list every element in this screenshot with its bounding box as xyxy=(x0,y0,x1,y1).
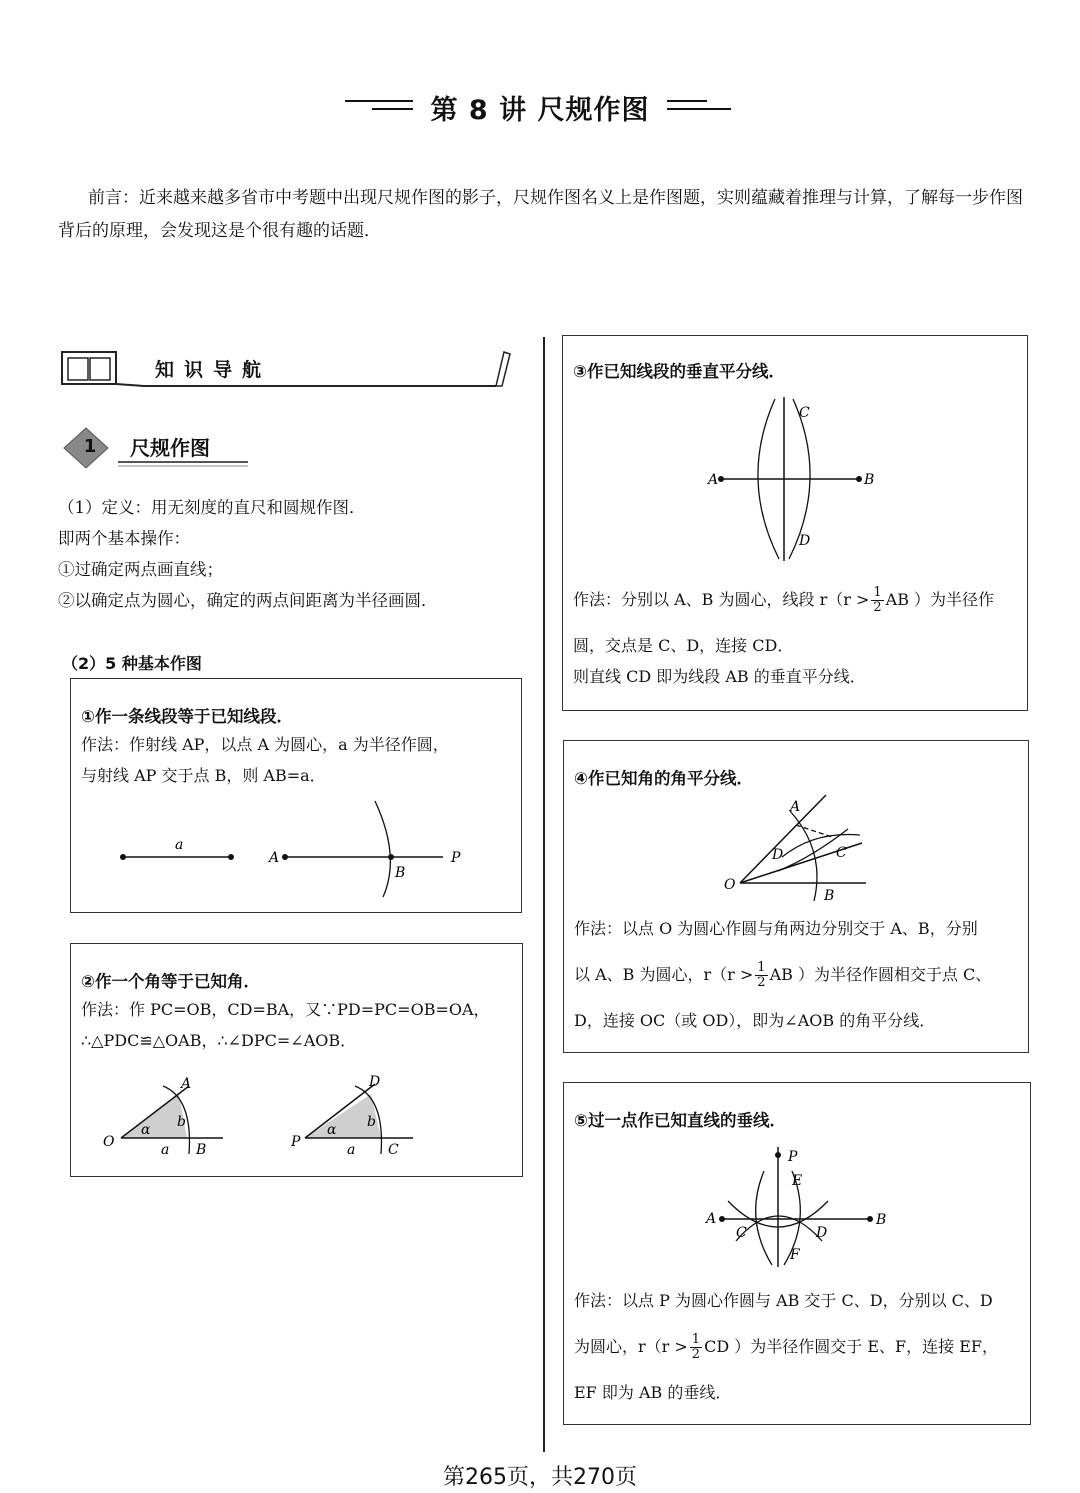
construction-box-3 xyxy=(562,335,1028,711)
box2-heading: ②作一个角等于已知角． xyxy=(81,972,260,991)
label-O: O xyxy=(724,877,736,893)
box5-heading: ⑤过一点作已知直线的垂线． xyxy=(574,1111,786,1130)
box4-method-line2-post: AB ）为半径作圆相交于点 C、 xyxy=(769,965,992,984)
pencil-icon xyxy=(495,350,509,386)
construction-box-4 xyxy=(563,740,1029,1053)
label-A: A xyxy=(269,850,280,866)
box4-method-line1: 作法：以点 O 为圆心作圆与角两边分别交于 A、B，分别 xyxy=(574,919,978,938)
box4-method-line2 xyxy=(574,959,991,990)
box5-method-line2-pre: 为圆心，r（r > xyxy=(574,1337,688,1356)
box3-heading: ③作已知线段的垂直平分线． xyxy=(573,362,785,381)
fraction-denominator: 2 xyxy=(691,1347,701,1362)
label-C: C xyxy=(388,1142,399,1158)
five-constructions-heading: （2）5 种基本作图 xyxy=(62,654,202,673)
page-title: 第 8 讲 尺规作图 xyxy=(430,95,650,126)
box1-heading: ①作一条线段等于已知线段． xyxy=(81,707,293,726)
operation-2: ②以确定点为圆心，确定的两点间距离为半径画圆． xyxy=(58,591,438,610)
fraction-numerator: 1 xyxy=(873,585,882,600)
box5-method-line1: 作法：以点 P 为圆心作圆与 AB 交于 C、D，分别以 C、D xyxy=(574,1291,993,1310)
section-number: 1 xyxy=(83,436,97,457)
label-O: O xyxy=(103,1134,115,1150)
section-title: 尺规作图 xyxy=(130,436,210,460)
label-A: A xyxy=(708,472,719,488)
label-B: B xyxy=(876,1212,887,1228)
box4-heading: ④作已知角的角平分线． xyxy=(574,769,753,788)
fraction-one-half xyxy=(871,586,883,615)
box5-method-line3: EF 即为 AB 的垂线． xyxy=(574,1383,732,1402)
box3-method-line2: 圆，交点是 C、D，连接 CD． xyxy=(573,636,794,655)
box5-method-line2 xyxy=(574,1331,998,1362)
label-B: B xyxy=(395,865,406,881)
column-divider xyxy=(543,337,545,1452)
label-A: A xyxy=(706,1211,717,1227)
label-F: F xyxy=(790,1247,800,1263)
label-D: D xyxy=(369,1074,381,1090)
label-E: E xyxy=(792,1173,803,1189)
box2-diagram xyxy=(71,1064,521,1174)
arc-b xyxy=(375,801,390,897)
box3-diagram xyxy=(563,391,1027,561)
box5-diagram xyxy=(564,1141,1030,1271)
knowledge-nav-banner xyxy=(58,346,518,392)
construction-box-1 xyxy=(70,678,522,913)
label-B: B xyxy=(196,1142,207,1158)
page-number: 第265页，共270页 xyxy=(443,1465,637,1490)
box1-diagram xyxy=(71,789,521,909)
label-D: D xyxy=(816,1225,828,1241)
label-b-1: b xyxy=(177,1114,186,1130)
label-D: D xyxy=(772,847,784,863)
box3-method-line3: 则直线 CD 即为线段 AB 的垂直平分线． xyxy=(573,667,866,686)
label-C: C xyxy=(836,845,847,861)
fraction-one-half xyxy=(755,961,767,990)
knowledge-nav-title: 知识导航 xyxy=(155,359,272,381)
label-alpha-1: α xyxy=(141,1122,151,1138)
label-b-2: b xyxy=(367,1114,376,1130)
box3-method-line1 xyxy=(573,584,994,615)
construction-box-2 xyxy=(70,943,523,1177)
label-P: P xyxy=(451,850,461,866)
label-C: C xyxy=(799,405,810,421)
label-P: P xyxy=(291,1134,301,1150)
definition-intro: 即两个基本操作： xyxy=(58,529,190,548)
label-B: B xyxy=(864,472,875,488)
definition-line: （1）定义：用无刻度的直尺和圆规作图． xyxy=(58,498,366,517)
box5-method-line2-post: CD ）为半径作圆交于 E、F，连接 EF， xyxy=(704,1337,998,1356)
fraction-numerator: 1 xyxy=(691,1332,701,1347)
box2-method-line1: 作法：作 PC=OB，CD=BA，又∵PD=PC=OB=OA， xyxy=(81,1000,490,1019)
label-a-2: a xyxy=(347,1142,356,1158)
construction-box-5 xyxy=(563,1082,1031,1425)
operation-1: ①过确定两点画直线； xyxy=(58,560,223,579)
box4-diagram xyxy=(564,791,1028,911)
label-B: B xyxy=(824,888,835,904)
fraction-numerator: 1 xyxy=(757,960,766,975)
label-D: D xyxy=(799,533,811,549)
label-A: A xyxy=(181,1076,192,1092)
box3-method-line1-pre: 作法：分别以 A、B 为圆心，线段 r（r > xyxy=(573,590,870,609)
preface-paragraph: 前言：近来越来越多省市中考题中出现尺规作图的影子，尺规作图名义上是作图题，实则蕴藏着推理与计算，了解每一步作图背后的原理，会发现这是个很有趣的话题． xyxy=(58,188,1023,241)
label-A: A xyxy=(790,799,801,815)
label-a-1: a xyxy=(161,1142,170,1158)
box1-method-line1: 作法：作射线 AP，以点 A 为圆心，a 为半径作圆， xyxy=(81,735,449,754)
label-C: C xyxy=(736,1225,747,1241)
fraction-one-half xyxy=(690,1333,702,1362)
box2-method-line2: ∴△PDC≌△OAB，∴∠DPC=∠AOB． xyxy=(81,1031,357,1050)
label-alpha-2: α xyxy=(327,1122,337,1138)
book-icon xyxy=(68,355,108,381)
fraction-denominator: 2 xyxy=(873,600,882,615)
box4-method-line3: D，连接 OC（或 OD），即为∠AOB 的角平分线． xyxy=(574,1011,936,1030)
label-a: a xyxy=(175,837,184,853)
label-P: P xyxy=(788,1149,798,1165)
box3-method-line1-post: AB ）为半径作 xyxy=(885,590,995,609)
title-container xyxy=(0,88,1080,127)
fraction-denominator: 2 xyxy=(757,975,766,990)
box1-method-line2: 与射线 AP 交于点 B，则 AB=a． xyxy=(81,766,326,785)
box4-method-line2-pre: 以 A、B 为圆心，r（r > xyxy=(574,965,754,984)
